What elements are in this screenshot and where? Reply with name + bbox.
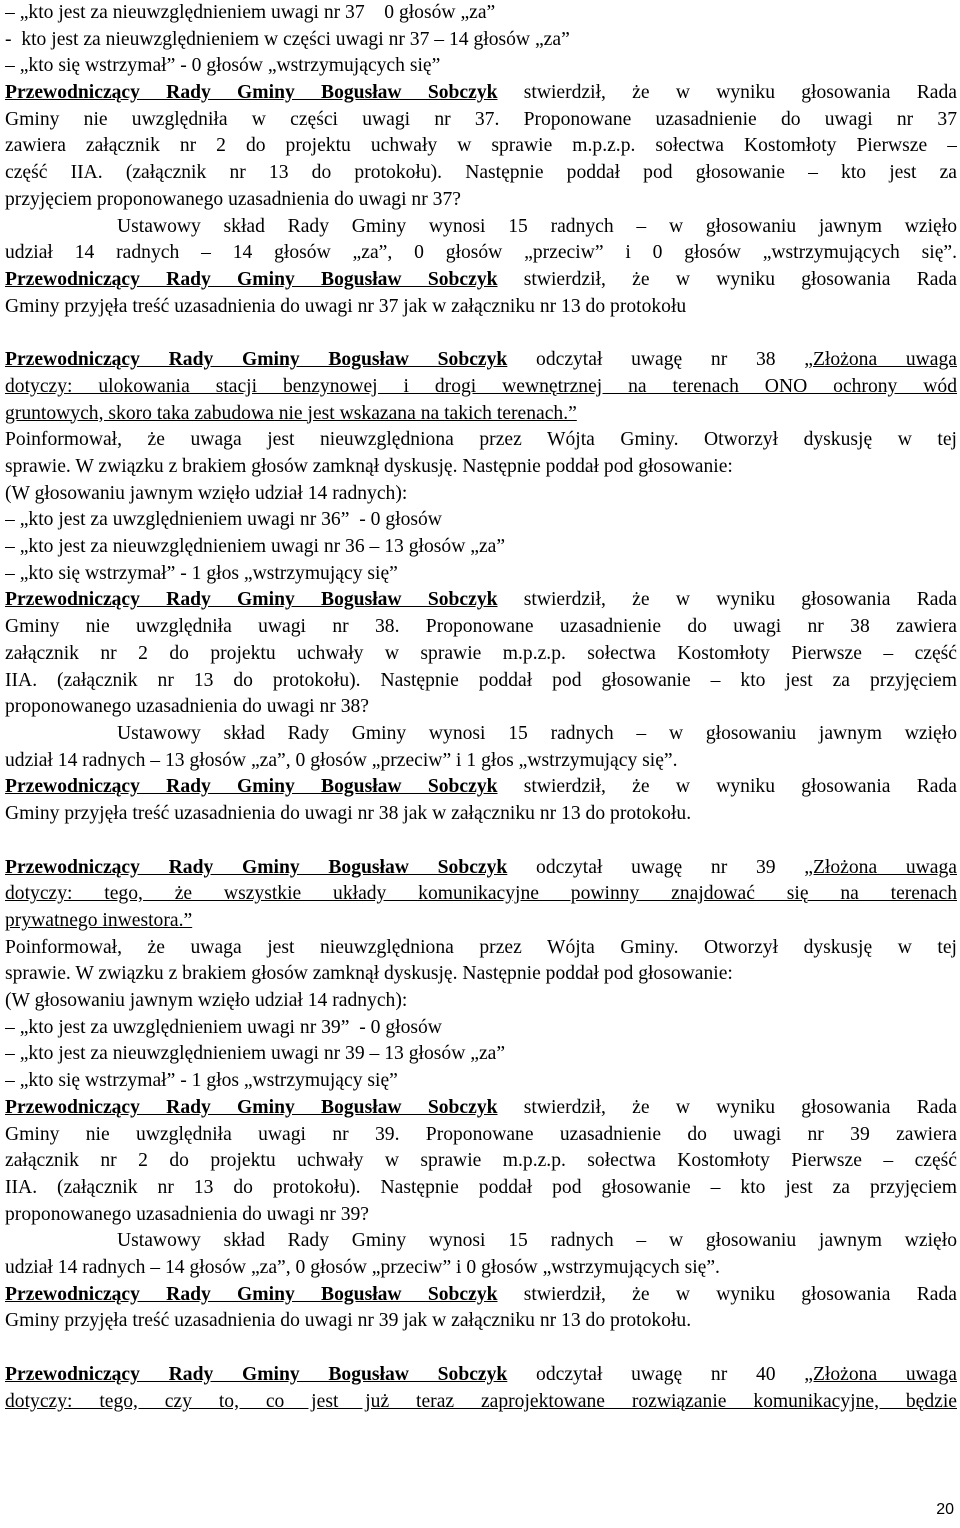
text-span: Gminy nie uwzględniła w części uwagi nr 37. Proponowane uzasadnienie do uwagi nr 37: [5, 108, 957, 130]
text-span: proponowanego uzasadnienia do uwagi nr 39?: [5, 1203, 370, 1225]
paragraph-gap: [5, 828, 957, 855]
text-span: proponowanego uzasadnienia do uwagi nr 38?: [5, 696, 370, 718]
text-span: zawiera załącznik nr 2 do projektu uchwały w sprawie m.p.z.p. sołectwa Kostomłoty Pierwsze –: [5, 135, 957, 157]
text-span: załącznik nr 2 do projektu uchwały w sprawie m.p.z.p. sołectwa Kostomłoty Pierwsze – część: [5, 1150, 957, 1172]
speaker-name: Przewodniczący Rady Gminy Bogusław Sobczyk: [5, 82, 498, 104]
text-span: Gminy nie uwzględniła uwagi nr 39. Proponowane uzasadnienie do uwagi nr 39 zawiera: [5, 1123, 957, 1145]
text-line: [5, 401, 957, 428]
text-span: – „kto się wstrzymał” - 0 głosów „wstrzymujących się”: [5, 55, 441, 77]
text-span: stwierdził, że w wyniku głosowania Rada: [497, 82, 957, 104]
text-span: Poinformował, że uwaga jest nieuwzględniona przez Wójta Gminy. Otworzył dyskusję w tej: [5, 936, 957, 958]
text-line: [5, 1362, 957, 1389]
speaker-name: Przewodniczący Rady Gminy Bogusław Sobczyk: [5, 1364, 508, 1385]
quoted-remark: gruntowych, skoro taka zabudowa nie jest wskazana na takich terenach.”: [5, 402, 577, 424]
text-line: [5, 748, 957, 775]
quoted-remark: „Złożona uwaga: [804, 349, 957, 371]
text-line: [5, 1015, 957, 1042]
text-line: [5, 1255, 957, 1282]
text-line: [5, 374, 957, 401]
text-span: Ustawowy skład Rady Gminy wynosi 15 radnych – w głosowaniu jawnym wzięło: [117, 1230, 957, 1252]
text-span: część IIA. (załącznik nr 13 do protokołu). Następnie poddał pod głosowanie – kto jest za: [5, 162, 957, 184]
text-span: odczytał uwagę nr 40: [507, 1364, 805, 1385]
text-line: [5, 0, 957, 27]
text-line: [5, 1175, 957, 1202]
quoted-remark: „Złożona uwaga: [804, 856, 957, 878]
quoted-remark: dotyczy: tego, że wszystkie układy komunikacyjne powinny znajdować się na terenach: [5, 883, 957, 905]
text-line: [5, 1202, 957, 1229]
text-line: [5, 133, 957, 160]
text-line: [5, 881, 957, 908]
text-span: – „kto jest za nieuwzględnieniem uwagi nr 37 0 głosów „za”: [5, 2, 496, 23]
text-line: [5, 1228, 957, 1255]
text-line: [5, 1068, 957, 1095]
text-span: Gminy nie uwzględniła uwagi nr 38. Proponowane uzasadnienie do uwagi nr 38 zawiera: [5, 616, 957, 638]
text-line: [5, 1282, 957, 1309]
text-span: – „kto się wstrzymał” - 1 głos „wstrzymujący się”: [5, 1070, 398, 1092]
text-span: odczytał uwagę nr 39: [507, 856, 805, 878]
text-line: [5, 774, 957, 801]
text-span: załącznik nr 2 do projektu uchwały w sprawie m.p.z.p. sołectwa Kostomłoty Pierwsze – część: [5, 642, 957, 664]
speaker-name: Przewodniczący Rady Gminy Bogusław Sobczyk: [5, 776, 498, 798]
text-line: [5, 534, 957, 561]
text-line: [5, 668, 957, 695]
text-span: (W głosowaniu jawnym wzięło udział 14 radnych):: [5, 482, 408, 504]
text-line: [5, 587, 957, 614]
document-body: [5, 0, 957, 1415]
text-span: Poinformował, że uwaga jest nieuwzględniona przez Wójta Gminy. Otworzył dyskusję w tej: [5, 429, 957, 451]
quoted-remark: prywatnego inwestora.”: [5, 910, 193, 931]
text-line: [5, 481, 957, 508]
text-line: [5, 694, 957, 721]
text-span: Ustawowy skład Rady Gminy wynosi 15 radnych – w głosowaniu jawnym wzięło: [117, 722, 957, 744]
text-span: udział 14 radnych – 14 głosów „za”, 0 głosów „przeciw” i 0 głosów „wstrzymujących się”.: [5, 1256, 720, 1278]
text-span: stwierdził, że w wyniku głosowania Rada: [497, 776, 957, 798]
speaker-name: Przewodniczący Rady Gminy Bogusław Sobczyk: [5, 856, 508, 878]
speaker-name: Przewodniczący Rady Gminy Bogusław Sobczyk: [5, 1283, 498, 1305]
text-span: – „kto jest za nieuwzględnieniem uwagi nr 36 – 13 głosów „za”: [5, 536, 506, 558]
text-line: [5, 561, 957, 588]
text-line: [5, 53, 957, 80]
text-line: [5, 27, 957, 54]
speaker-name: Przewodniczący Rady Gminy Bogusław Sobczyk: [5, 268, 498, 290]
text-line: [5, 641, 957, 668]
text-line: [5, 240, 957, 267]
text-line: [5, 935, 957, 962]
text-line: [5, 721, 957, 748]
text-line: [5, 107, 957, 134]
page-number: 20: [936, 1501, 954, 1518]
text-line: [5, 427, 957, 454]
quoted-remark: „Złożona uwaga: [804, 1364, 957, 1385]
text-span: Ustawowy skład Rady Gminy wynosi 15 radnych – w głosowaniu jawnym wzięło: [117, 215, 957, 237]
text-span: Gminy przyjęła treść uzasadnienia do uwagi nr 39 jak w załączniku nr 13 do protokołu.: [5, 1310, 692, 1332]
paragraph-gap: [5, 320, 957, 347]
text-span: stwierdził, że w wyniku głosowania Rada: [497, 1096, 957, 1118]
document-page: [5, 0, 957, 1415]
text-span: (W głosowaniu jawnym wzięło udział 14 radnych):: [5, 990, 408, 1012]
text-line: [5, 1308, 957, 1335]
text-span: – „kto jest za uwzględnieniem uwagi nr 36” - 0 głosów: [5, 509, 442, 531]
text-line: [5, 1389, 957, 1416]
text-line: [5, 347, 957, 374]
text-line: [5, 160, 957, 187]
speaker-name: Przewodniczący Rady Gminy Bogusław Sobczyk: [5, 589, 498, 611]
text-span: stwierdził, że w wyniku głosowania Rada: [497, 268, 957, 290]
text-line: [5, 988, 957, 1015]
text-span: przyjęciem proponowanego uzasadnienia do uwagi nr 37?: [5, 188, 461, 210]
text-span: udział 14 radnych – 13 głosów „za”, 0 głosów „przeciw” i 1 głos „wstrzymujący się”.: [5, 749, 678, 771]
text-span: – „kto jest za uwzględnieniem uwagi nr 39” - 0 głosów: [5, 1016, 442, 1038]
quoted-remark: dotyczy: tego, czy to, co jest już teraz zaprojektowane rozwiązanie komunikacyjne, będzie: [5, 1390, 957, 1412]
text-line: [5, 214, 957, 241]
text-span: - kto jest za nieuwzględnieniem w części uwagi nr 37 – 14 głosów „za”: [5, 28, 570, 50]
text-line: [5, 454, 957, 481]
text-line: [5, 801, 957, 828]
text-span: – „kto się wstrzymał” - 1 głos „wstrzymujący się”: [5, 562, 398, 584]
text-line: [5, 1122, 957, 1149]
text-line: [5, 908, 957, 935]
text-span: stwierdził, że w wyniku głosowania Rada: [497, 1283, 957, 1305]
text-line: [5, 294, 957, 321]
speaker-name: Przewodniczący Rady Gminy Bogusław Sobczyk: [5, 1096, 498, 1118]
quoted-remark: dotyczy: ulokowania stacji benzynowej i drogi wewnętrznej na terenach ONO ochrony wód: [5, 375, 957, 397]
text-span: Gminy przyjęła treść uzasadnienia do uwagi nr 37 jak w załączniku nr 13 do protokołu: [5, 295, 687, 317]
text-span: IIA. (załącznik nr 13 do protokołu). Następnie poddał pod głosowanie – kto jest za przyjęciem: [5, 669, 957, 691]
text-line: [5, 1041, 957, 1068]
text-span: udział 14 radnych – 14 głosów „za”, 0 głosów „przeciw” i 0 głosów „wstrzymujących się”.: [5, 242, 957, 264]
text-line: [5, 961, 957, 988]
text-span: Gminy przyjęła treść uzasadnienia do uwagi nr 38 jak w załączniku nr 13 do protokołu.: [5, 802, 692, 824]
text-line: [5, 614, 957, 641]
text-line: [5, 1148, 957, 1175]
text-line: [5, 187, 957, 214]
text-span: sprawie. W związku z brakiem głosów zamknął dyskusję. Następnie poddał pod głosowanie:: [5, 963, 733, 985]
text-line: [5, 855, 957, 882]
text-line: [5, 1095, 957, 1122]
text-line: [5, 507, 957, 534]
text-span: – „kto jest za nieuwzględnieniem uwagi nr 39 – 13 głosów „za”: [5, 1043, 506, 1065]
text-span: stwierdził, że w wyniku głosowania Rada: [497, 589, 957, 611]
text-span: IIA. (załącznik nr 13 do protokołu). Następnie poddał pod głosowanie – kto jest za przyjęciem: [5, 1176, 957, 1198]
text-span: sprawie. W związku z brakiem głosów zamknął dyskusję. Następnie poddał pod głosowanie:: [5, 456, 733, 477]
speaker-name: Przewodniczący Rady Gminy Bogusław Sobczyk: [5, 349, 508, 371]
paragraph-gap: [5, 1335, 957, 1362]
text-line: [5, 80, 957, 107]
text-span: odczytał uwagę nr 38: [507, 349, 805, 371]
text-line: [5, 267, 957, 294]
